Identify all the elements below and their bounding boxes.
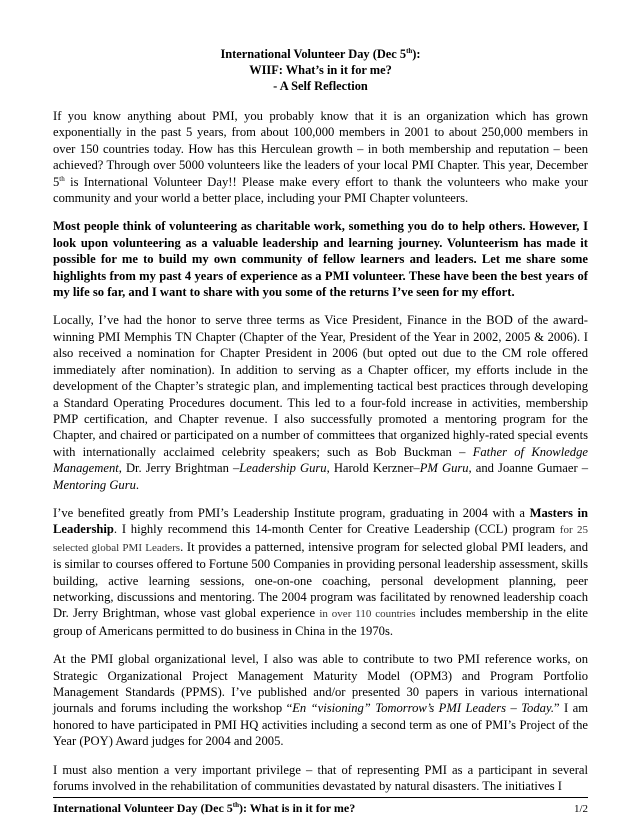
paragraph-global-level: At the PMI global organizational level, I also was able to contribute to two PMI reference works, on Strategic Organizational Project Management Maturity Model (OPM3) and Program Portfolio Management Standards (PPMS). I’ve published and/or presented 30 papers in various international journals and forums including the workshop “En “visioning” Tomorrow’s PMI Leaders – Today.” I am honored to have participated in PMI HQ activities including a second term as one of PMI’s Project of the Year (POY) Award judges for 2004 and 2005.: [53, 652, 589, 749]
paragraph-leadership-institute: I’ve benefited greatly from PMI’s Leadership Institute program, graduating in 2004 with a Masters in Leadership. I highly recommend this 14-month Center for Creative Leadership (CCL) program for 25 selected global PMI Leaders. It provides a patterned, intensive program for selected global PMI leaders, and is similar to courses offered to Fortune 500 Companies in providing personal leadership assessment, skills building, active learning sessions, one-on-one coaching, personal development planning, peer networking, discussions and mentoring. The 2004 program was facilitated by renowned leadership coach Dr. Jerry Brightman, whose vast global experience in over 110 countries includes membership in the elite group of Americans permitted to do business in China in the 1970s.: [53, 505, 589, 638]
paragraph-intro: If you know anything about PMI, you probably know that it is an organization which has grown exponentially in the past 5 years, from about 100,000 members in 2001 to about 250,000 members in over 150 countries today. How has this Herculean growth – in both membership and reputation – been achieved? Through over 5000 volunteers like the leaders of your local PMI Chapter. This year, December 5th is International Volunteer Day!! Please make every effort to thank the volunteers who make your community and your world a better place, including your PMI Chapter volunteers.: [53, 109, 588, 206]
footer-title: International Volunteer Day (Dec 5th): What is in it for me?: [53, 801, 356, 815]
document-page: [53, 46, 588, 806]
title-line-2: WIIF: What’s in it for me?: [249, 63, 392, 77]
page-footer: [53, 797, 588, 815]
document-title: [53, 46, 588, 94]
paragraph-disaster-forums: I must also mention a very important privilege – that of representing PMI as a participant in several forums involved in the rehabilitation of communities devastated by natural disasters. The initiatives I: [53, 762, 588, 794]
paragraph-volunteering-view: Most people think of volunteering as charitable work, something you do to help others. However, I look upon volunteering as a valuable leadership and learning journey. Volunteerism has made it possible for me to build my own community of fellow learners and leaders. Let me share some highlights from my past 4 years of experience as a PMI volunteer. These have been the best years of my life so far, and I want to share with you some of the returns I’ve seen for my effort.: [53, 219, 588, 300]
page-number: 1/2: [573, 803, 588, 815]
paragraph-local-chapter: Locally, I’ve had the honor to serve three terms as Vice President, Finance in the BOD of the award-winning PMI Memphis TN Chapter (Chapter of the Year, President of the Year in 2002, 2005 & 2006). I also received a nomination for Chapter President in 2006 (but opted out due to the CM role offered immediately after nomination). In addition to serving as a Chapter officer, my efforts include in the development of the Chapter’s strategic plan, and implementing tactical best practices through developing a Standard Operating Procedures document. This led to a four-fold increase in activities, membership PMP certification, and Chapter revenue. I also successfully promoted a mentoring program for the Chapter, and chaired or participated on a number of committees that organized highly-rated special events with internationally acclaimed celebrity speakers; such as Bob Buckman – Father of Knowledge Management, Dr. Jerry Brightman –Leadership Guru, Harold Kerzner–PM Guru, and Joanne Gumaer – Mentoring Guru.: [53, 313, 589, 492]
title-line-1: International Volunteer Day (Dec 5th):: [220, 46, 421, 61]
title-line-3: - A Self Reflection: [273, 79, 368, 93]
